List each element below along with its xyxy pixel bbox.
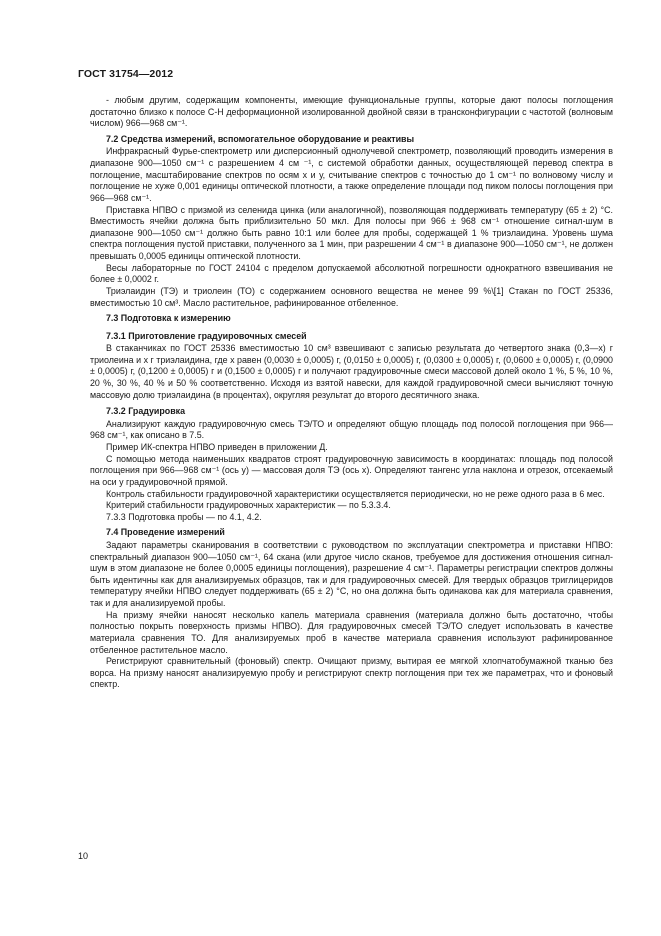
document-header: ГОСТ 31754—2012 [78, 68, 174, 80]
paragraph: Контроль стабильности градуировочной характеристики осуществляется периодически, но не реже одного раза в 6 мес. [106, 488, 605, 499]
paragraph: Пример ИК-спектра НПВО приведен в приложении Д. [106, 442, 328, 452]
document-body [90, 95, 613, 691]
section-heading: 7.2 Средства измерений, вспомогательное оборудование и реактивы [106, 133, 415, 144]
paragraph: - любым другим, содержащим компоненты, имеющие функциональные группы, которые дают полосы поглощения достаточно близко к полосе С-Н деформационной изолированной двойной связи в трансконфигурации с частотой (волновым числом) 966—968 см⁻¹. [90, 95, 613, 129]
paragraph: Анализируют каждую градуировочную смесь ТЭ/ТО и определяют общую площадь под полосой поглощения при 966—968 см⁻¹, как описано в 7.5. [90, 418, 613, 441]
paragraph: 7.3.3 Подготовка пробы — по 4.1, 4.2. [106, 511, 262, 522]
paragraph: Инфракрасный Фурье-спектрометр или дисперсионный однолучевой спектрометр, позволяющий проводить измерения в диапазоне 900—1050 см⁻¹ с разрешением 4 см ⁻¹, с системой обработки данных, осуществляющей перевод спектра в поглощение, масштабирование спектров по осям х и у, считывание спектров с точностью до 1 см⁻¹ по волновому числу и поглощение не хуже 0,001 единицы оптической плотности, а также определение площади под пиком полосы поглощения при 966—968 см⁻¹. [90, 146, 613, 203]
page-number: 10 [78, 851, 89, 861]
subsection-heading: 7.3.1 Приготовление градуировочных смесей [106, 330, 307, 341]
paragraph: Приставка НПВО с призмой из селенида цинка (или аналогичной), позволяющая поддерживать температуру (65 ± 2) °С. Вместимость ячейки должна быть приблизительно 50 мкл. Для полосы при 966 ± 968 см⁻¹ отношение сигнал-шум в диапазоне 900—1050 см⁻¹ должно быть равно 10:1 или более для пробы, содержащей 1 % триэлаидина. Уровень шума спектра поглощения пустой приставки, полученного за 1 мин, при разрешении 4 см⁻¹ в диапазоне 900—1050 см⁻¹, не должен превышать 0,0005 единицы оптической плотности. [90, 204, 613, 261]
paragraph: Задают параметры сканирования в соответствии с руководством по эксплуатации спектрометра и приставки НПВО: спектральный диапазон 900—1050 см⁻¹, 64 скана (или другое число сканов, требуемое для достижения отношения сигнал-шум в этом диапазоне не более 0,0005 единицы поглощения), разрешение 4 см⁻¹. Параметры регистрации спектров должны быть идентичны как для анализируемых образцов, так и для градуировочных смесей. Для твердых образцов триглицеридов температуру ячейки НПВО следует поддерживать (65 ± 2) °С, но она должна быть одинакова как для материала сравнения, так и для анализируемой пробы. [90, 539, 613, 608]
section-heading: 7.3 Подготовка к измерению [106, 313, 231, 324]
paragraph: Регистрируют сравнительный (фоновый) спектр. Очищают призму, вытирая ее мягкой хлопчатобумажной тканью без ворса. На призму наносят анализируемую пробу и регистрируют спектр поглощения при тех же параметрах, что и фоновый спектр. [90, 656, 613, 690]
paragraph: На призму ячейки наносят несколько капель материала сравнения (материала должно быть достаточно, чтобы полностью покрыть поверхность призмы НПВО). Для градуировочных смесей ТЭ/ТО следует использовать в качестве материала сравнения ТО. Для анализируемых проб в качестве материала сравнения используют рафинированное отбеленное растительное масло. [90, 609, 613, 655]
subsection-heading: 7.3.2 Градуировка [106, 406, 186, 417]
paragraph: С помощью метода наименьших квадратов строят градуировочную зависимость в координатах: площадь под полосой поглощения при 966—968 см⁻¹ (ось у) — массовая доля ТЭ (ось х). Определяют тангенс угла наклона и отрезок, отсекаемый на оси у градуировочной прямой. [90, 453, 613, 487]
paragraph: В стаканчиках по ГОСТ 25336 вместимостью 10 см³ взвешивают с записью результата до четвертого знака (0,3—х) г триолеина и х г триэлаидина, где х равен (0,0030 ± 0,0005) г, (0,0150 ± 0,0005) г, (0,0300 ± 0,0005) г, (0,0600 ± 0,0005) г, (0,0900 ± 0,0005) г, (0,1200 ± 0,0005) г и (0,1500 ± 0,0005) г и получают градуировочные смеси массовой долей около 1 %, 5 %, 10 %, 20 %, 30 %, 40 % и 50 % соответственно. Исходя из взятой навески, для каждой градуировочной смеси вычисляют точную массовую долю триэлаидина (в процентах), округляя результат до второго десятичного знака. [90, 343, 613, 400]
paragraph: Триэлаидин (ТЭ) и триолеин (ТО) с содержанием основного вещества не менее 99 %\[1] Стакан по ГОСТ 25336, вместимостью 10 см³. Масло растительное, рафинированное отбеленное. [90, 285, 613, 308]
section-heading: 7.4 Проведение измерений [106, 527, 225, 538]
paragraph: Весы лабораторные по ГОСТ 24104 с пределом допускаемой абсолютной погрешности однократного взвешивания не более ± 0,0002 г. [90, 262, 613, 285]
paragraph: Критерий стабильности градуировочных характеристик — по 5.3.3.4. [106, 500, 391, 511]
